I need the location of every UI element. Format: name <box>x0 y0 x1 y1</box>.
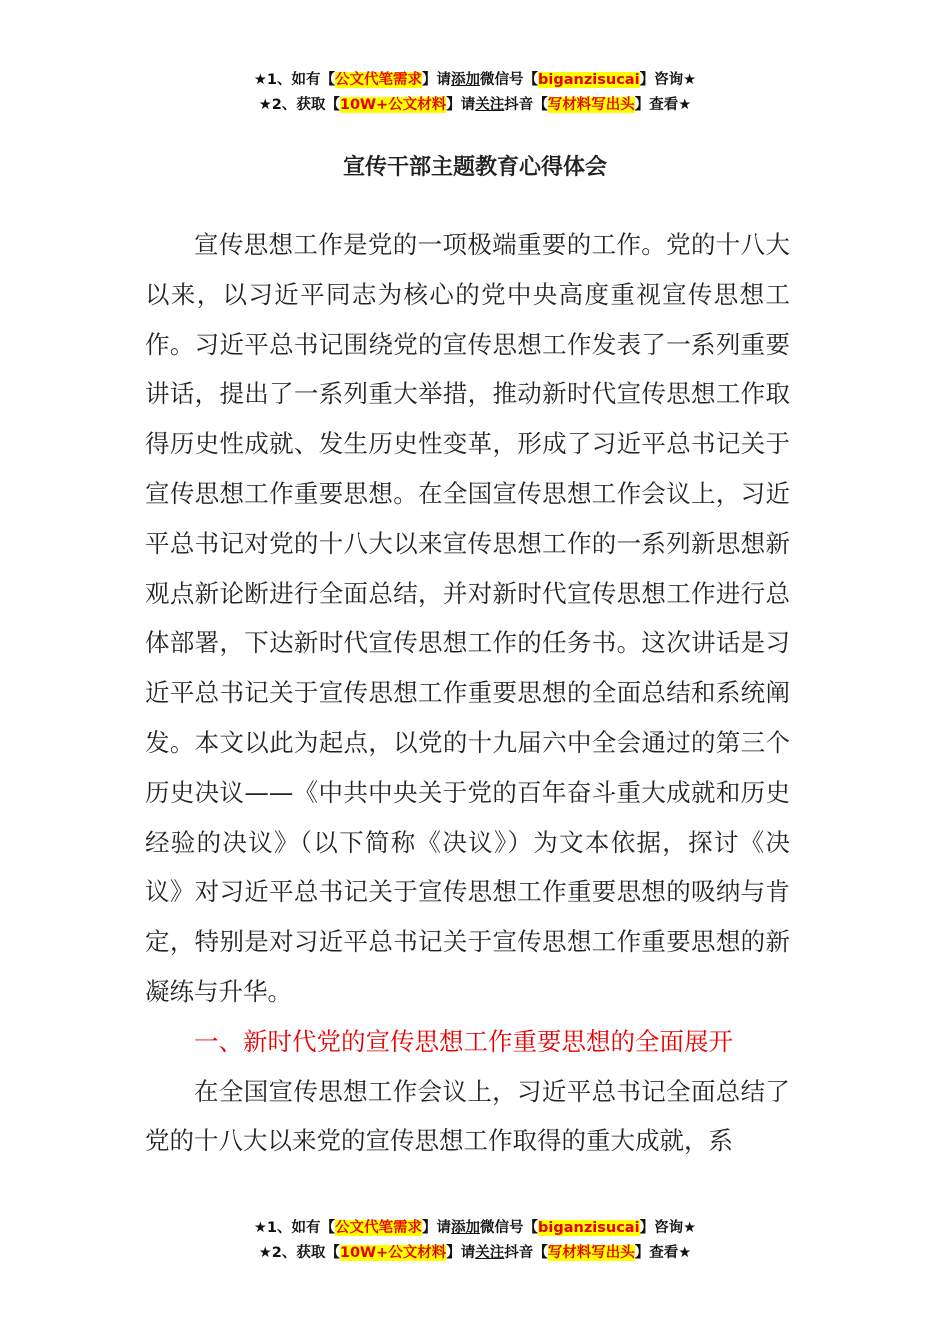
banner-text: 微信号【 <box>480 72 539 88</box>
wechat-id-highlight: biganzisucai <box>538 72 640 88</box>
banner-text: 】请 <box>422 1220 452 1236</box>
banner-text: ★2、获取【 <box>258 97 340 113</box>
body-paragraph: 宣传思想工作是党的一项极端重要的工作。党的十八大以来，以习近平同志为核心的党中央高度重视宣传思想工作。习近平总书记围绕党的宣传思想工作发表了一系列重要讲话，提出了一系列重大举措，推动新时代宣传思想工作取得历史性成就、发生历史性变革，形成了习近平总书记关于宣传思想工作重要思想。在全国宣传思想工作会议上，习近平总书记对党的十八大以来宣传思想工作的一系列新思想新观点新论断进行全面总结，并对新时代宣传思想工作进行总体部署，下达新时代宣传思想工作的任务书。这次讲话是习近平总书记关于宣传思想工作重要思想的全面总结和系统阐发。本文以此为起点，以党的十九届六中全会通过的第三个历史决议——《中共中央关于党的百年奋斗重大成就和历史经验的决议》（以下简称《决议》）为文本依据，探讨《决议》对习近平总书记关于宣传思想工作重要思想的吸纳与肯定，特别是对习近平总书记关于宣传思想工作重要思想的新凝练与升华。 <box>145 230 790 1006</box>
body-paragraph: 在全国宣传思想工作会议上，习近平总书记全面总结了党的十八大以来党的宣传思想工作取得的重大成就，系 <box>145 1076 790 1156</box>
banner-text: 抖音【 <box>504 1245 548 1261</box>
banner-text: 】请 <box>446 97 476 113</box>
banner-text: 】查看★ <box>634 1245 692 1261</box>
header-banner <box>0 68 950 118</box>
banner-highlight: 公文代笔需求 <box>335 72 423 88</box>
banner-text: 】请 <box>422 72 452 88</box>
banner-highlight: 10W+公文材料 <box>339 1245 447 1261</box>
wechat-id-highlight: biganzisucai <box>538 1220 640 1236</box>
banner-line-1 <box>0 68 950 93</box>
banner-text: 抖音【 <box>504 97 548 113</box>
douyin-id-highlight: 写材料写出头 <box>547 97 635 113</box>
banner-text: 】咨询★ <box>639 72 697 88</box>
douyin-id-highlight: 写材料写出头 <box>547 1245 635 1261</box>
banner-text: 】查看★ <box>634 97 692 113</box>
banner-highlight: 10W+公文材料 <box>339 97 447 113</box>
document-body <box>145 220 790 1166</box>
banner-line-2 <box>0 93 950 118</box>
banner-text: ★1、如有【 <box>253 1220 336 1236</box>
banner-bold-word: 关注 <box>475 97 505 113</box>
banner-bold-word: 添加 <box>451 72 481 88</box>
banner-text: 微信号【 <box>480 1220 539 1236</box>
footer-banner <box>0 1216 950 1266</box>
banner-text: 】咨询★ <box>639 1220 697 1236</box>
banner-text: 】请 <box>446 1245 476 1261</box>
banner-text: ★1、如有【 <box>253 72 336 88</box>
section-heading: 一、新时代党的宣传思想工作重要思想的全面展开 <box>194 1026 733 1056</box>
banner-line-1 <box>0 1216 950 1241</box>
document-title: 宣传干部主题教育心得体会 <box>342 155 607 180</box>
banner-bold-word: 添加 <box>451 1220 481 1236</box>
banner-highlight: 公文代笔需求 <box>335 1220 423 1236</box>
banner-line-2 <box>0 1241 950 1266</box>
banner-text: ★2、获取【 <box>258 1245 340 1261</box>
banner-bold-word: 关注 <box>475 1245 505 1261</box>
